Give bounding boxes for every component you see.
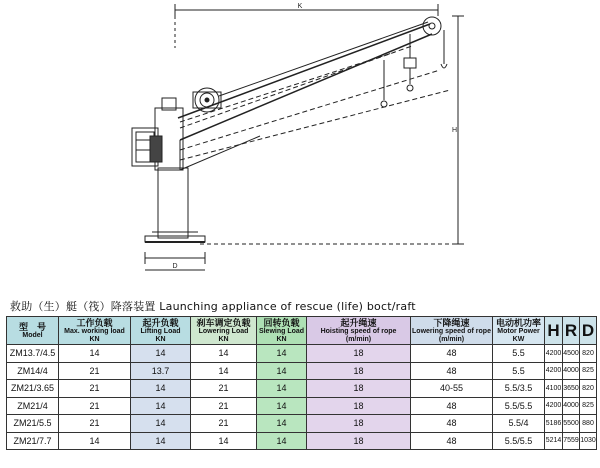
cell-slewing-load: 14	[257, 432, 307, 450]
cell-model: ZM21/7.7	[7, 432, 59, 450]
cell-model: ZM21/4	[7, 397, 59, 415]
cell-working-load: 14	[59, 432, 131, 450]
cell-d: 820	[580, 345, 597, 363]
cell-lifting-load: 14	[131, 345, 191, 363]
table-row	[7, 415, 597, 433]
cell-lowering-load: 21	[191, 397, 257, 415]
cell-h: 4200	[545, 362, 563, 380]
cell-hoisting-speed: 18	[307, 362, 411, 380]
jib-upper-edge	[178, 24, 430, 118]
cell-working-load: 21	[59, 415, 131, 433]
cell-lifting-load: 14	[131, 397, 191, 415]
table-row	[7, 432, 597, 450]
header-h: H	[545, 317, 563, 345]
k-label: K	[297, 3, 303, 10]
cell-working-load: 14	[59, 345, 131, 363]
cell-lowering-load: 14	[191, 362, 257, 380]
cell-working-load: 21	[59, 380, 131, 398]
cell-slewing-load: 14	[257, 362, 307, 380]
cell-hoisting-speed: 18	[307, 345, 411, 363]
header-lowering-load: 刹车调定负载 Lowering Load KN	[191, 317, 257, 345]
cell-hoisting-speed: 18	[307, 397, 411, 415]
cell-h: 4200	[545, 345, 563, 363]
table-header-row	[7, 317, 597, 345]
cell-r: 4500	[563, 345, 580, 363]
cell-h: 5186	[545, 415, 563, 433]
header-motor-power: 电动机功率 Motor Power KW	[493, 317, 545, 345]
cell-lowering-speed: 48	[411, 397, 493, 415]
cell-h: 4100	[545, 380, 563, 398]
cell-motor-power: 5.5/4	[493, 415, 545, 433]
cell-model: ZM14/4	[7, 362, 59, 380]
cell-lowering-speed: 40-55	[411, 380, 493, 398]
header-lifting-load: 起升负载 Lifting Load KN	[131, 317, 191, 345]
cell-d: 820	[580, 380, 597, 398]
table-row	[7, 362, 597, 380]
cell-lowering-speed: 48	[411, 432, 493, 450]
cell-r: 3650	[563, 380, 580, 398]
header-slewing-load: 回转负载 Slewing Load KN	[257, 317, 307, 345]
figure-caption: 救助（生）艇（筏）降落装置 Launching appliance of rescue (life) boct/raft	[10, 300, 416, 313]
d-label: D	[172, 263, 178, 270]
cell-lowering-load: 21	[191, 380, 257, 398]
cell-lifting-load: 14	[131, 415, 191, 433]
cell-motor-power: 5.5	[493, 362, 545, 380]
cell-hoisting-speed: 18	[307, 415, 411, 433]
cell-lowering-speed: 48	[411, 362, 493, 380]
cell-slewing-load: 14	[257, 380, 307, 398]
cell-d: 1030	[580, 432, 597, 450]
cell-lifting-load: 14	[131, 432, 191, 450]
cell-motor-power: 5.5/5.5	[493, 397, 545, 415]
cell-slewing-load: 14	[257, 397, 307, 415]
cell-motor-power: 5.5/5.5	[493, 432, 545, 450]
hook-lowered	[381, 101, 387, 107]
cell-lowering-speed: 48	[411, 345, 493, 363]
cell-lowering-load: 14	[191, 345, 257, 363]
cell-working-load: 21	[59, 397, 131, 415]
cell-d: 825	[580, 397, 597, 415]
table-row	[7, 397, 597, 415]
cell-lowering-load: 21	[191, 415, 257, 433]
cell-r: 5500	[563, 415, 580, 433]
cell-model: ZM21/5.5	[7, 415, 59, 433]
header-working-load: 工作负载 Max. working load KN	[59, 317, 131, 345]
cell-lowering-load: 14	[191, 432, 257, 450]
table-row	[7, 380, 597, 398]
h-label: H	[452, 127, 458, 134]
cell-slewing-load: 14	[257, 345, 307, 363]
cell-d: 825	[580, 362, 597, 380]
cell-hoisting-speed: 18	[307, 432, 411, 450]
cell-h: 4200	[545, 397, 563, 415]
table-row	[7, 345, 597, 363]
cell-model: ZM21/3.65	[7, 380, 59, 398]
header-r: R	[563, 317, 580, 345]
pedestal-column	[158, 168, 188, 238]
cell-lifting-load: 14	[131, 380, 191, 398]
header-hoisting-speed: 起升绳速 Hoisting speed of rope (m/min)	[307, 317, 411, 345]
cell-motor-power: 5.5/3.5	[493, 380, 545, 398]
cell-r: 4000	[563, 362, 580, 380]
cell-motor-power: 5.5	[493, 345, 545, 363]
header-d: D	[580, 317, 597, 345]
cell-slewing-load: 14	[257, 415, 307, 433]
cell-hoisting-speed: 18	[307, 380, 411, 398]
cell-d: 880	[580, 415, 597, 433]
spec-table	[6, 316, 597, 450]
cell-working-load: 21	[59, 362, 131, 380]
header-model: 型 号 Model	[7, 317, 59, 345]
header-lowering-speed: 下降绳速 Lowering speed of rope (m/min)	[412, 317, 491, 343]
cell-lowering-speed: 48	[411, 415, 493, 433]
cell-h: 5214	[545, 432, 563, 450]
cell-lifting-load: 13.7	[131, 362, 191, 380]
cell-model: ZM13.7/4.5	[7, 345, 59, 363]
cell-r: 7559	[563, 432, 580, 450]
cell-r: 4000	[563, 397, 580, 415]
